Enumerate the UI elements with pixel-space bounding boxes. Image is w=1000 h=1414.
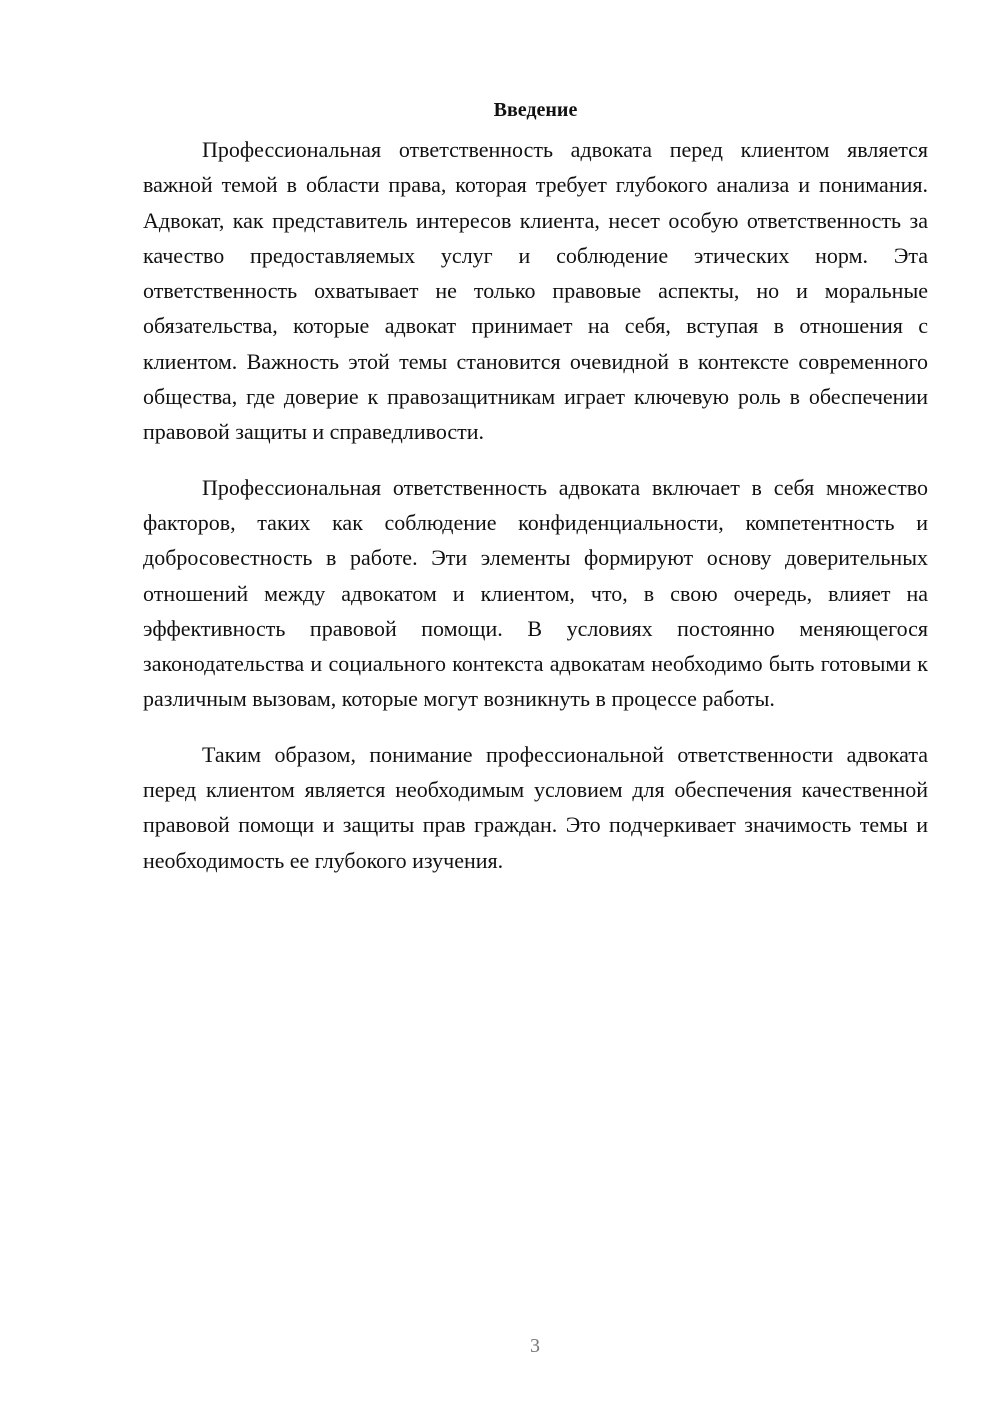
section-heading: Введение bbox=[493, 99, 578, 121]
paragraph-1: Профессиональная ответственность адвоката перед клиентом является важной темой в области права, которая требует глубокого анализа и понимания. Адвокат, как представитель интересов клиента, несет особую ответственность за качество предоставляемых услуг и соблюдение этических норм. Эта ответственность охватывает не только правовые аспекты, но и моральные обязательства, которые адвокат принимает на себя, вступая в отношения с клиентом. Важность этой темы становится очевидной в контексте современного общества, где доверие к правозащитникам играет ключевую роль в обеспечении правовой защиты и справедливости. bbox=[143, 137, 928, 445]
page-number: 3 bbox=[530, 1335, 540, 1357]
page-content bbox=[143, 96, 928, 898]
paragraph-2: Профессиональная ответственность адвоката включает в себя множество факторов, таких как соблюдение конфиденциальности, компетентность и добросовестность в работе. Эти элементы формируют основу доверительных отношений между адвокатом и клиентом, что, в свою очередь, влияет на эффективность правовой помощи. В условиях постоянно меняющегося законодательства и социального контекста адвокатам необходимо быть готовыми к различным вызовам, которые могут возникнуть в процессе работы. bbox=[143, 474, 928, 712]
paragraph-3: Таким образом, понимание профессиональной ответственности адвоката перед клиентом является необходимым условием для обеспечения качественной правовой помощи и защиты прав граждан. Это подчеркивает значимость темы и необходимость ее глубокого изучения. bbox=[143, 741, 928, 873]
